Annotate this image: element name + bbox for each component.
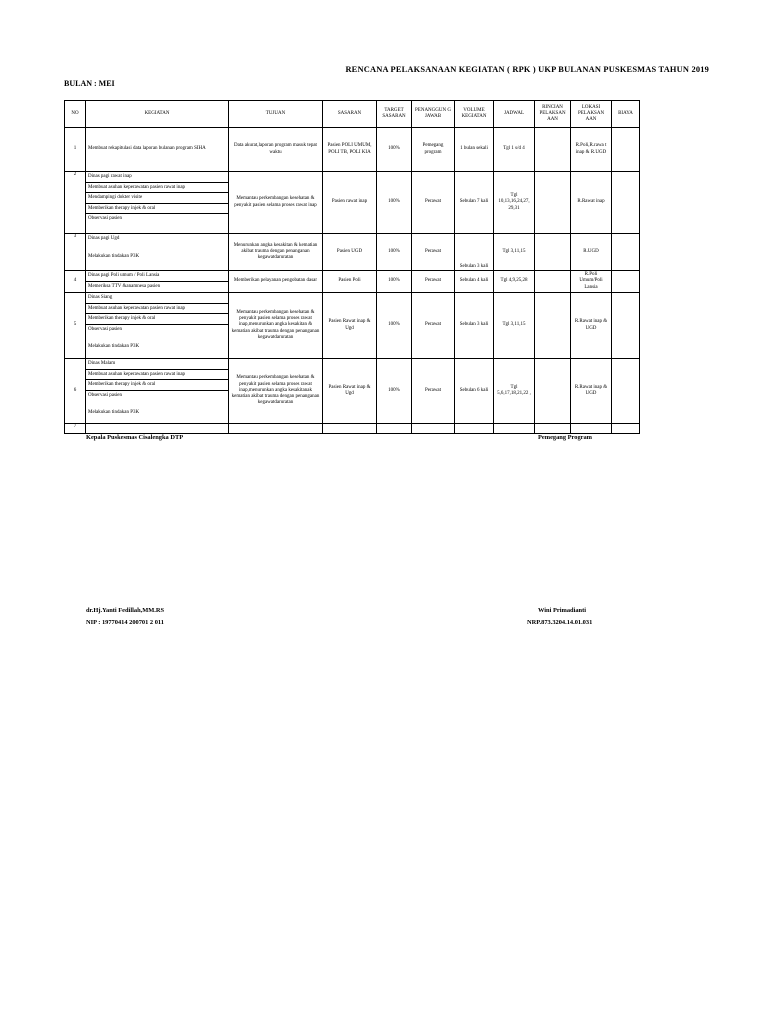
kegiatan-item: Membuat asuhan keperawatan pasien rawat inap bbox=[86, 370, 228, 381]
cell-sasaran: Pasien Poli bbox=[323, 271, 377, 293]
cell-lokasi: R.Rawat inap & UGD bbox=[571, 293, 612, 359]
signature-left-nip: NIP : 19770414 200701 2 011 bbox=[86, 619, 164, 626]
cell-no: 2 bbox=[65, 172, 86, 234]
cell-rincian bbox=[535, 128, 571, 172]
cell-volume: 1 bulan sekali bbox=[455, 128, 494, 172]
kegiatan-item: Observasi pasien bbox=[88, 392, 123, 398]
col-header-rincian: RINCIAN PELAKSAN AAN bbox=[535, 101, 571, 128]
cell-biaya bbox=[612, 172, 640, 234]
cell-biaya bbox=[612, 359, 640, 424]
cell-jadwal: Tgl 5,6,17,18,21,22 , bbox=[494, 359, 535, 424]
table-row bbox=[65, 128, 640, 172]
kegiatan-item: Dinas Malam bbox=[86, 359, 228, 370]
cell-target: 100% bbox=[377, 172, 412, 234]
cell-penanggung-jawab: Perawat bbox=[412, 271, 455, 293]
cell-no: 4 bbox=[65, 271, 86, 293]
cell-kegiatan bbox=[86, 359, 229, 424]
cell-penanggung-jawab: Perawat bbox=[412, 293, 455, 359]
col-header-volume: VOLUME KEGIATAN bbox=[455, 101, 494, 128]
kegiatan-item: Dinas Siang bbox=[86, 293, 228, 304]
col-header-penanggung-jawab: PENANGGUN G JAWAB bbox=[412, 101, 455, 128]
cell-target: 100% bbox=[377, 359, 412, 424]
cell-kegiatan bbox=[86, 271, 229, 293]
cell-kegiatan bbox=[86, 293, 229, 359]
signature-right-nrp: NRP.873.3204.14.01.031 bbox=[527, 619, 593, 626]
cell-jadwal: Tgl 3,11,15 bbox=[494, 293, 535, 359]
cell-tujuan: Menurunkan angka kesakitan & kematian akibat trauma dengan penanganan kegawatdaruratan bbox=[229, 234, 323, 271]
cell-biaya bbox=[612, 424, 640, 434]
kegiatan-item: Memberikan therapy injek & oral bbox=[86, 204, 228, 215]
cell-tujuan bbox=[229, 424, 323, 434]
cell-biaya bbox=[612, 234, 640, 271]
cell-tujuan: Memberikan pelayanan pengobatan dasar bbox=[229, 271, 323, 293]
kegiatan-item: Membuat asuhan keperawatan pasien rawat inap bbox=[86, 183, 228, 194]
cell-biaya bbox=[612, 293, 640, 359]
cell-lokasi: R.UGD bbox=[571, 234, 612, 271]
table-row bbox=[65, 234, 640, 271]
kegiatan-item: Memeriksa TTV &anamnesa pasien bbox=[88, 283, 161, 289]
cell-penanggung-jawab: Perawat bbox=[412, 359, 455, 424]
table-row bbox=[65, 424, 640, 434]
cell-volume: Sebulan 3 kali bbox=[455, 234, 494, 271]
cell-lokasi: R.Poli,R.rawa t inap & R.UGD bbox=[571, 128, 612, 172]
cell-jadwal: Tgl 1 s/d 4 bbox=[494, 128, 535, 172]
cell-volume: Sebulan 4 kali bbox=[455, 271, 494, 293]
cell-no: 3 bbox=[65, 234, 86, 271]
cell-no: 7 bbox=[65, 424, 86, 434]
col-header-sasaran: SASARAN bbox=[323, 101, 377, 128]
cell-tujuan: Data akurat,laporan program masuk tepat waktu bbox=[229, 128, 323, 172]
cell-volume bbox=[455, 424, 494, 434]
cell-lokasi: R.Rawat inap bbox=[571, 172, 612, 234]
cell-sasaran: Pasien Rawat inap & Ugd bbox=[323, 293, 377, 359]
cell-no: 5 bbox=[65, 293, 86, 359]
cell-rincian bbox=[535, 359, 571, 424]
table-row bbox=[65, 293, 640, 359]
cell-sasaran: Pasien UGD bbox=[323, 234, 377, 271]
cell-kegiatan bbox=[86, 424, 229, 434]
cell-rincian bbox=[535, 271, 571, 293]
signature-left-name: dr.Hj.Yanti Fedillah,MM.RS bbox=[86, 607, 165, 614]
cell-kegiatan bbox=[86, 172, 229, 234]
kegiatan-item: Dinas pagi rawat inap bbox=[86, 172, 228, 183]
cell-sasaran: Pasien Rawat inap & Ugd bbox=[323, 359, 377, 424]
kegiatan-item: Memberikan therapy injek & oral bbox=[86, 314, 228, 325]
cell-tujuan: Memantau perkembangan kesehatan & penyakit pasien selama proses rawat inap,menurunkan angka kesakitanak kematian akibat trauma dengan penanganan kegawatdaruratan bbox=[229, 359, 323, 424]
col-header-lokasi: LOKASI PELAKSAN AAN bbox=[571, 101, 612, 128]
cell-no: 1 bbox=[65, 128, 86, 172]
cell-sasaran: Pasien rawat inap bbox=[323, 172, 377, 234]
cell-volume: Sebulan 6 kali bbox=[455, 359, 494, 424]
table-row bbox=[65, 359, 640, 424]
cell-lokasi bbox=[571, 424, 612, 434]
col-header-kegiatan: KEGIATAN bbox=[86, 101, 229, 128]
cell-penanggung-jawab: Pemegang program bbox=[412, 128, 455, 172]
cell-tujuan: Memantau perkembangan kesehatan & penyakit pasien selama proses rawat inap bbox=[229, 172, 323, 234]
cell-target: 100% bbox=[377, 128, 412, 172]
rpk-table bbox=[64, 100, 640, 434]
cell-rincian bbox=[535, 293, 571, 359]
cell-biaya bbox=[612, 128, 640, 172]
cell-lokasi: R.Rawat inap & UGD bbox=[571, 359, 612, 424]
cell-no: 6 bbox=[65, 359, 86, 424]
cell-target bbox=[377, 424, 412, 434]
cell-jadwal: Tgl 3,11,15 bbox=[494, 234, 535, 271]
header-row bbox=[65, 101, 640, 128]
kegiatan-item: Melakukan tindakan P3K bbox=[88, 253, 140, 259]
cell-target: 100% bbox=[377, 271, 412, 293]
kegiatan-item: Melakukan tindakan P3K bbox=[88, 410, 140, 415]
kegiatan-item: Observasi pasien bbox=[88, 216, 123, 221]
col-header-target: TARGET SASARAN bbox=[377, 101, 412, 128]
cell-penanggung-jawab: Perawat bbox=[412, 172, 455, 234]
cell-kegiatan bbox=[86, 128, 229, 172]
col-header-no: NO bbox=[65, 101, 86, 128]
cell-jadwal: Tgl 10,13,16,24,27, 29,31 bbox=[494, 172, 535, 234]
kegiatan-item: Memberikan therapy injek & oral bbox=[86, 380, 228, 391]
kegiatan-item: Membuat asuhan keperawatan pasien rawat inap bbox=[86, 304, 228, 315]
cell-tujuan: Memantau perkembangan kesehatan & penyakit pasien selama proses rawat inap,menurunkan angka kesakitan & kematian akibat trauma dengan penanganan kegawatdaruratan bbox=[229, 293, 323, 359]
cell-target: 100% bbox=[377, 293, 412, 359]
cell-biaya bbox=[612, 271, 640, 293]
cell-sasaran: Pasien POLI UMUM, POLI TB, POLI KIA bbox=[323, 128, 377, 172]
col-header-jadwal: JADWAL bbox=[494, 101, 535, 128]
col-header-tujuan: TUJUAN bbox=[229, 101, 323, 128]
cell-volume: Sebulan 7 kali bbox=[455, 172, 494, 234]
cell-jadwal: Tgl 4,9,25,28 bbox=[494, 271, 535, 293]
cell-lokasi: R.Poli Umum/Poli Lansia bbox=[571, 271, 612, 293]
cell-penanggung-jawab bbox=[412, 424, 455, 434]
cell-volume: Sebulan 3 kali bbox=[455, 293, 494, 359]
cell-target: 100% bbox=[377, 234, 412, 271]
cell-rincian bbox=[535, 172, 571, 234]
document-title: RENCANA PELAKSANAAN KEGIATAN ( RPK ) UKP BULANAN PUSKESMAS TAHUN 2019 bbox=[345, 65, 709, 74]
month-label: BULAN : MEI bbox=[64, 79, 115, 88]
cell-rincian bbox=[535, 424, 571, 434]
cell-jadwal bbox=[494, 424, 535, 434]
kegiatan-item: Dinas pagi Ugd bbox=[88, 236, 120, 241]
table-row bbox=[65, 271, 640, 293]
table-row bbox=[65, 172, 640, 234]
col-header-biaya: BIAYA bbox=[612, 101, 640, 128]
signature-right-name: Wini Primadianti bbox=[538, 607, 586, 614]
signature-right-title: Pemegang Program bbox=[538, 434, 593, 441]
kegiatan-item: Membuat rekapitulasi data laporan bulanan program SIHA bbox=[88, 146, 206, 152]
kegiatan-item: Dinas pagi Poli umum / Poli Lansia bbox=[86, 271, 228, 282]
cell-rincian bbox=[535, 234, 571, 271]
kegiatan-item: Observasi pasien bbox=[88, 326, 123, 332]
signature-left-title: Kepala Puskesmas Cisalengka DTP bbox=[86, 434, 184, 441]
kegiatan-item: Mendampingi dokter visite bbox=[86, 193, 228, 204]
cell-penanggung-jawab: Perawat bbox=[412, 234, 455, 271]
kegiatan-item: Melakukan tindakan P3K bbox=[88, 344, 140, 349]
cell-kegiatan bbox=[86, 234, 229, 271]
cell-sasaran bbox=[323, 424, 377, 434]
